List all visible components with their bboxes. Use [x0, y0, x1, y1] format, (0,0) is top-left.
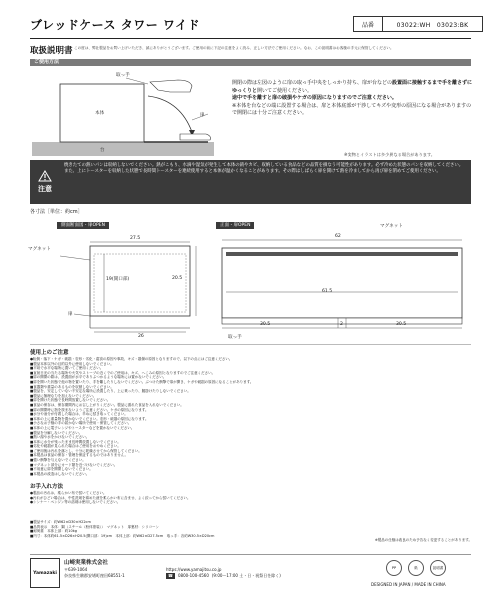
- brand-logo: [30, 558, 60, 588]
- paper-mark-icon: 紙: [408, 560, 424, 576]
- photo-note: ※実物とイラストは多少異なる場合があります。: [344, 152, 435, 157]
- spec-line: ■耐荷重 本体上部：約10kg: [30, 529, 78, 534]
- note-line: ■ご使用後は汚れを落とし、十分に乾燥させてから保管してください。: [30, 448, 142, 453]
- front-seg-mid: 2: [340, 322, 343, 327]
- manual-title: 取扱説明書: [30, 46, 73, 56]
- caution-box: [30, 160, 471, 204]
- usage-instructions: [232, 80, 474, 118]
- spec-note: ※製品の仕様は改良のため予告なく変更することがあります。: [374, 538, 472, 542]
- care-list: [30, 491, 471, 505]
- caution-label: 注意: [38, 185, 52, 193]
- side-view-tag: 側面断面図・扉OPEN: [57, 222, 109, 229]
- note-line: ■本製品は食品の保存・管理を保証するものではありません。: [30, 453, 129, 458]
- label-body: 本体: [95, 111, 105, 116]
- note-line: ■扉を開いた状態で他の物を置いたり、手を離したりしないでください。ぶつけた衝撃で扉が開き、ケガや破損の原因になることがあります。: [30, 379, 254, 384]
- label-door: 扉: [200, 113, 205, 118]
- label-base: 台: [100, 148, 105, 153]
- note-line: ■劣化や破損が見られた場合はご使用をおやめください。: [30, 444, 121, 449]
- address-postal: 〒639-1064: [64, 567, 88, 572]
- notes-list: [30, 357, 471, 476]
- dims-label: 各寸法［単位：約cm］: [30, 209, 83, 215]
- side-width-top: 27.5: [130, 236, 141, 241]
- front-magnet-label: マグネット: [380, 224, 403, 229]
- front-view-tag: 正面・扉OPEN: [216, 222, 254, 229]
- header-divider: [30, 38, 471, 39]
- warning-icon: [38, 170, 52, 182]
- note-line: ■本製品の改造はしないでください。: [30, 471, 90, 476]
- note-line: ■強い衝撃を与えないでください。: [30, 458, 86, 463]
- company-name: 山崎実業株式会社: [64, 560, 109, 566]
- note-line: ■食器類や重量のあるものを収納しないでください。: [30, 384, 114, 389]
- side-magnet-label: マグネット: [28, 247, 51, 252]
- hand-icon: [150, 80, 192, 92]
- front-seg-left: 30.5: [260, 322, 271, 327]
- note-line: ■不用意に扉を開閉しないでください。: [30, 467, 93, 472]
- caution-text: 焼きたての熱いパンは収納しないでください。熱がこもり、水滴や湿気が発生して本体の錆やカビ、収納している食品などの品質を損なう可能性があります。必ず冷めた状態のパンを収納してください。また、上にトースターを収納した状態で長時間トースターを連続使用すると本体が温かくなることがあります。その際はしばらく扉を開けて熱を冷ましてから再び扉を閉めてご使用ください。: [64, 163, 464, 175]
- part-number-box: [353, 16, 483, 32]
- part-number-label: 品番: [354, 17, 383, 31]
- side-inner-height: 19(開口部): [106, 277, 130, 282]
- care-line: ●製品の汚れは、柔らかい布で拭いてください。: [30, 491, 107, 495]
- note-line: ■本体の上に重量物を置かないでください。変形・破損の原因になります。: [30, 416, 149, 421]
- spec-line: ■品質表示 本体：鋼（スチール（粉体塗装）） マグネット 扉裏材：シリコーン: [30, 524, 159, 529]
- manual-intro: この度は、弊社製品をお買い上げいただき、誠にありがとうございます。ご使用の前に下記の注意をよく読み、正しい方法でご使用ください。なお、この説明書はお客様の手元に保管してください。: [74, 46, 394, 50]
- note-line: ■本体の上に電子レンジやトースターなどを置かないでください。: [30, 425, 135, 430]
- note-line: ■製品を分解しないでください。: [30, 430, 83, 435]
- care-line: ●汚れがひどい場合は、中性洗剤を薄めた液を柔らかい布に含ませ、よく絞ってから拭いてください。: [30, 495, 191, 500]
- usage-p3: ※本体を台などの端に設置する場合は、扉と本体底部が干渉してキズや変形の原因になる場合がありますので開閉には十分ご注意ください。: [232, 102, 472, 117]
- note-line: ■製品に無理な力を加えないでください。: [30, 393, 97, 398]
- side-height-right: 20.5: [172, 276, 183, 281]
- recycle-mark-icon: PP: [386, 560, 402, 576]
- usage-p1-end: 開いてご使用ください。: [256, 87, 312, 94]
- note-line: ■製品を、安定していない不安定な場所に設置したり、上に乗ったり、腰掛けたりしないでください。: [30, 389, 191, 394]
- note-line: ■水分や油分が付着した場合は、早めに拭き取ってください。: [30, 412, 128, 417]
- front-width-top: 62: [335, 234, 341, 239]
- note-line: ●転倒・落下・ケガ・破損・変形・劣化・腐食の原因や事故、キズ・損傷の原因となりますので、以下の点にはご注意ください。: [30, 357, 233, 361]
- note-line: ■扉の開閉時に指を挟まないようご注意ください。ケガの原因になります。: [30, 407, 149, 412]
- origin-text: DESIGNED IN JAPAN / MADE IN CHINA: [371, 582, 446, 587]
- note-line: ■熱い湯や水をかけないでください。: [30, 435, 90, 440]
- note-line: ■食品の保存は、保存期間内にお召し上がりください。製品に濡れた食品を入れないでください。: [30, 402, 184, 407]
- usage-p1: 開閉の際は左図のように扉の取っ手中央をしっかり持ち、扉が台などの: [232, 80, 393, 86]
- front-seg-right: 30.5: [396, 322, 407, 327]
- spec-line: ■製品サイズ：約W62×D30×H22cm: [30, 520, 91, 524]
- usage-p2: 途中で手を離すと扉の破損やケガの原因になりますのでご注意ください。: [232, 95, 397, 102]
- note-line: ■小さなお子様の手の届かない場所で使用・保管してください。: [30, 421, 132, 426]
- note-line: ■扉の開閉の際は、設置面が水平でありぶつかるような場所には置かないでください。: [30, 375, 167, 380]
- note-line: ■マグネット部分にカード類を近づけないでください。: [30, 462, 118, 467]
- usage-p1-bold: 設置面に接触するまで手を離さずにゆっくりと: [232, 80, 473, 94]
- door-open-illustration: [30, 70, 220, 158]
- product-title: ブレッドケース タワー ワイド: [30, 18, 201, 32]
- side-width-bottom: 26: [138, 334, 144, 339]
- label-handle: 取っ手: [116, 73, 130, 78]
- front-width-inner: 61.5: [322, 289, 333, 294]
- care-title: お手入れ方法: [30, 484, 64, 490]
- part-number-value: 03022:WH 03023:BK: [396, 21, 469, 29]
- side-view-drawing: [30, 232, 205, 340]
- notes-title: 使用上のご注意: [30, 350, 69, 356]
- notes-divider: [30, 344, 471, 345]
- footer-divider: [30, 554, 471, 555]
- note-line: ■平坦で水平な場所に置いてご使用ください。: [30, 366, 104, 371]
- company-tel: 0800-100-4560: [177, 573, 209, 578]
- side-door-label: 扉: [68, 312, 73, 317]
- usage-section-header: ご使用方法: [30, 59, 471, 66]
- address-line: 奈良県生駒郡安堵町窪田68551-1: [64, 573, 125, 578]
- base-surface: [32, 142, 214, 156]
- spec-list: [30, 520, 360, 538]
- phone-icon: ☎: [168, 573, 173, 578]
- care-line: ●シンナー・ベンジン等の溶剤は使用しないでください。: [30, 500, 121, 505]
- note-line: ■製品本体以外の目的以外に使用しないでください。: [30, 361, 114, 366]
- company-url: https://www.yamajitsu.co.jp: [166, 567, 222, 572]
- brand-name: Yamazaki: [33, 570, 57, 576]
- front-handle-label: 取っ手: [228, 335, 242, 340]
- tel-row: [166, 573, 281, 579]
- usage-illustration: [30, 70, 220, 158]
- note-line: ■直射日光の当たる場所や火気やストーブの近くでのご使用は、キズ、ヘこみの原因となりますのでご注意ください。: [30, 370, 216, 375]
- manual-mark-icon: 説明書: [430, 560, 446, 576]
- spec-line: ■内寸：本体約61.5×D26×H20.5(開口部：19)cm 本体上部：約W62×D27.5cm 取っ手：各約W30.5×D20cm: [30, 533, 215, 538]
- caution-icon-block: [30, 160, 60, 204]
- tel-hours: (9:00〜17:00 土・日・祝祭日を除く): [211, 573, 281, 578]
- note-line: ■扉を開けた状態で長時間放置しないでください。: [30, 398, 111, 403]
- note-line: ■本体に水分が残ったまま長時間放置しないでください。: [30, 439, 121, 444]
